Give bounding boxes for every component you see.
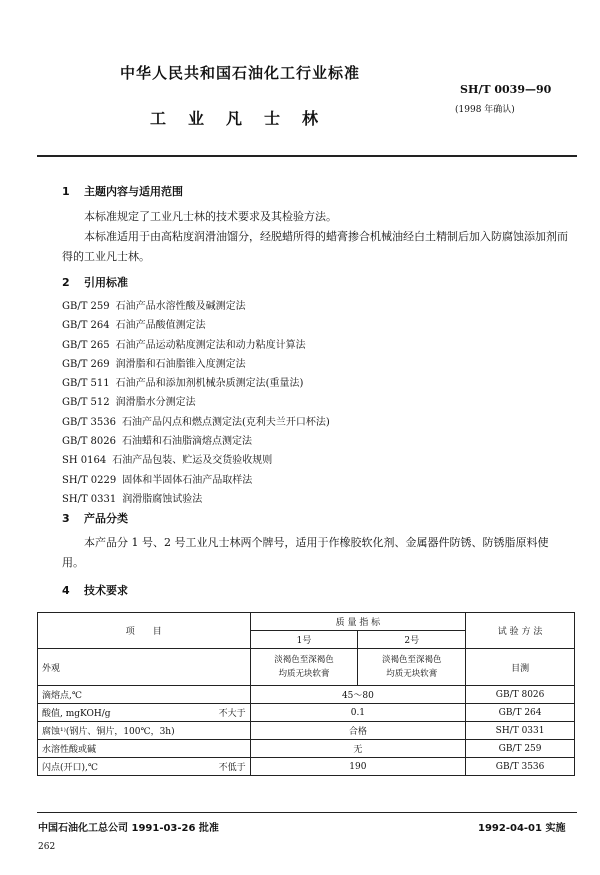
reference-code: GB/T 511 xyxy=(62,378,110,390)
section-number: 4 xyxy=(62,584,70,597)
section-1-paragraph-1: 本标准规定了工业凡士林的技术要求及其检验方法。 xyxy=(84,210,337,223)
reference-title: 石油蜡和石油脂滴熔点测定法 xyxy=(122,436,253,448)
reference-item xyxy=(62,355,330,374)
section-title: 引用标准 xyxy=(84,276,128,289)
row-item-label: 腐蚀¹⁾(钢片、铜片，100℃，3h) xyxy=(42,727,175,737)
document-title: 工业凡士林 xyxy=(150,109,341,128)
reference-title: 润滑脂腐蚀试验法 xyxy=(122,493,203,505)
reference-code: GB/T 8026 xyxy=(62,436,117,448)
table-row xyxy=(38,740,575,758)
table-header-row xyxy=(38,613,575,631)
section-title: 技术要求 xyxy=(84,584,128,597)
row-item xyxy=(38,758,251,776)
row-method: SH/T 0331 xyxy=(466,722,575,740)
reference-title: 石油产品水溶性酸及碱测定法 xyxy=(115,301,246,312)
reference-item xyxy=(62,374,330,393)
reference-title: 石油产品闪点和燃点测定法(克利夫兰开口杯法) xyxy=(122,416,330,428)
table-row xyxy=(38,722,575,740)
section-1-heading xyxy=(62,183,183,199)
reference-item xyxy=(62,451,330,470)
row-item-label: 滴熔点,℃ xyxy=(42,691,82,701)
section-title: 主题内容与适用范围 xyxy=(84,185,183,198)
row-grade-2-value: 淡褐色至深褐色 均质无块软膏 xyxy=(358,649,466,686)
reference-item xyxy=(62,316,330,335)
confirmation-note: (1998 年确认) xyxy=(455,105,515,115)
row-item xyxy=(38,722,251,740)
table-row xyxy=(38,758,575,776)
section-1-paragraph-2: 本标准适用于由高粘度润滑油馏分，经脱蜡所得的蜡膏掺合机械油经白土精制后加入防腐蚀添加剂而得的工业凡士林。 xyxy=(62,230,568,263)
section-4-heading xyxy=(62,582,128,598)
row-qualifier: 不大于 xyxy=(218,709,246,719)
reference-code: GB/T 3536 xyxy=(62,416,117,428)
reference-item xyxy=(62,490,330,509)
row-value: 合格 xyxy=(250,722,466,740)
reference-code: SH/T 0331 xyxy=(62,493,117,505)
reference-title: 石油产品酸值测定法 xyxy=(115,320,206,332)
implementation-line: 1992-04-01 实施 xyxy=(478,823,566,834)
standard-code: SH/T 0039—90 xyxy=(460,83,552,96)
row-method: GB/T 3536 xyxy=(466,758,575,776)
row-value: 45～80 xyxy=(250,686,466,704)
row-method: GB/T 259 xyxy=(466,740,575,758)
table-row xyxy=(38,686,575,704)
row-qualifier: 不低于 xyxy=(218,763,246,773)
reference-item xyxy=(62,336,330,355)
row-item: 外观 xyxy=(38,649,251,686)
reference-code: GB/T 265 xyxy=(62,339,110,351)
row-method: GB/T 8026 xyxy=(466,686,575,704)
row-item xyxy=(38,704,251,722)
reference-item xyxy=(62,393,330,412)
reference-item xyxy=(62,297,330,316)
reference-title: 润滑脂水分测定法 xyxy=(115,397,196,409)
row-method: 目测 xyxy=(466,649,575,686)
header-test-method: 试 验 方 法 xyxy=(466,613,575,649)
section-number: 1 xyxy=(62,185,70,198)
section-number: 3 xyxy=(62,512,70,525)
reference-code: GB/T 264 xyxy=(62,320,110,332)
reference-title: 润滑脂和石油脂锥入度测定法 xyxy=(115,358,246,370)
reference-code: SH/T 0229 xyxy=(62,474,117,486)
row-item-label: 酸值, mgKOH/g xyxy=(42,709,111,719)
reference-item xyxy=(62,413,330,432)
section-3-heading xyxy=(62,510,128,526)
reference-title: 石油产品运动粘度测定法和动力粘度计算法 xyxy=(115,339,306,351)
page-number: 262 xyxy=(38,842,56,852)
row-value: 190 xyxy=(250,758,466,776)
reference-item xyxy=(62,432,330,451)
header-item: 项 目 xyxy=(38,613,251,649)
approval-line: 中国石油化工总公司 1991-03-26 批准 xyxy=(38,823,219,834)
issuing-organization: 中华人民共和国石油化工行业标准 xyxy=(120,64,361,82)
section-3-paragraph: 本产品分 1 号、2 号工业凡士林两个牌号，适用于作橡胶软化剂、金属器件防锈、防锈脂原料使用。 xyxy=(62,536,549,569)
row-value: 无 xyxy=(250,740,466,758)
reference-code: SH 0164 xyxy=(62,455,107,467)
row-item-label: 闪点(开口),℃ xyxy=(42,763,98,773)
row-item xyxy=(38,740,251,758)
section-number: 2 xyxy=(62,276,70,289)
reference-title: 石油产品包装、贮运及交货验收规则 xyxy=(112,455,273,467)
technical-requirements-table xyxy=(37,612,575,776)
reference-code: GB/T 512 xyxy=(62,397,110,409)
section-title: 产品分类 xyxy=(84,512,128,525)
header-grade-1: 1号 xyxy=(250,631,358,649)
header-quality-index: 质 量 指 标 xyxy=(250,613,466,631)
reference-item xyxy=(62,471,330,490)
row-item xyxy=(38,686,251,704)
reference-code: GB/T 269 xyxy=(62,358,110,370)
reference-title: 固体和半固体石油产品取样法 xyxy=(122,474,253,486)
reference-list xyxy=(62,297,330,509)
reference-code: GB/T 259 xyxy=(62,301,110,312)
header-grade-2: 2号 xyxy=(358,631,466,649)
table-row xyxy=(38,649,575,686)
row-value: 0.1 xyxy=(250,704,466,722)
row-grade-1-value: 淡褐色至深褐色 均质无块软膏 xyxy=(250,649,358,686)
row-method: GB/T 264 xyxy=(466,704,575,722)
table-row xyxy=(38,704,575,722)
reference-title: 石油产品和添加剂机械杂质测定法(重量法) xyxy=(115,378,304,390)
footer-divider xyxy=(37,812,577,813)
header-divider xyxy=(37,155,577,157)
section-2-heading xyxy=(62,274,128,290)
row-item-label: 水溶性酸或碱 xyxy=(42,745,97,755)
